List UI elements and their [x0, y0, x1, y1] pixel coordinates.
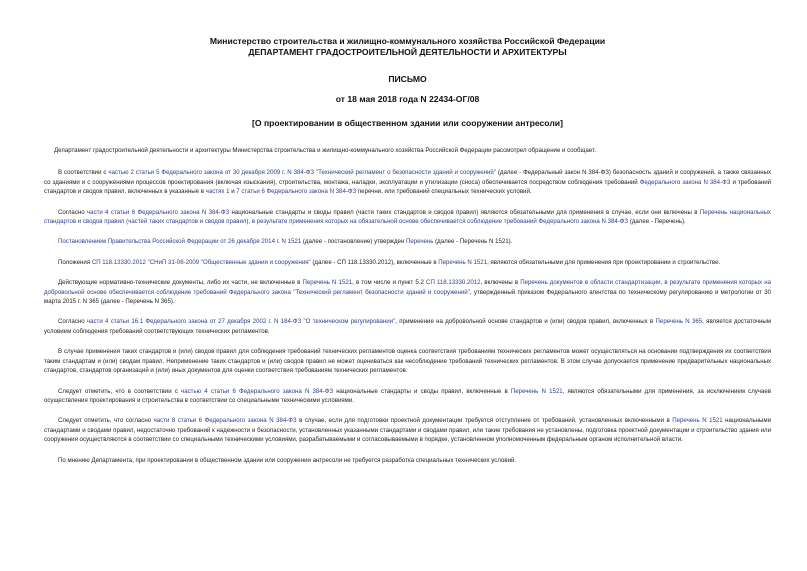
document-type: ПИСЬМО — [388, 74, 427, 84]
link-law-384[interactable]: Федерального закона N 384-ФЗ — [639, 178, 731, 186]
paragraph-11: По мнению Департамента, при проектировании в общественном здании или сооружении антресоли не требуется разработка специальных технических условий. — [58, 456, 517, 464]
document-body — [44, 146, 771, 465]
link-list-1521[interactable]: Перечень N 1521 — [672, 417, 723, 425]
paragraph-6: Действующие нормативно-технические документы, либо их части, не включенные в Перечень N 1521, в том числе и пункт 5.2 СП 118.13330.2012, включены в Перечень документов в области стандартизации, в результате применения которых на добровольной основе обеспечивается соблюдение требований Федерального закона "Технический регламент безопасности зданий и сооружений", утвержденный приказом Федерального агентства по техническому регулированию и метрологии от 30 марта 2015 г. N 365 (далее - Перечень N 365). — [44, 279, 771, 306]
paragraph-8: В случае применения таких стандартов и (или) сводов правил для соблюдения требований технических регламентов оценка соответствия требованиям технических регламентов может осуществляться на основании подтверждения их соответствия таким стандартам и (или) сводам правил. Неприменение таких стандартов и (или) сводов правил не может оцениваться как несоблюдение требований технических регламентов. В этом случае допускается применение предварительных национальных стандартов, стандартов организаций и (или) иных документов для оценки соответствия требованиям технических регламентов. — [44, 348, 771, 375]
link-art6-part8[interactable]: части 8 статьи 6 Федерального закона N 384-ФЗ — [153, 417, 297, 425]
link-standards-list[interactable]: Перечень национальных стандартов и сводов правил (частей таких стандартов и сводов правил), в результате применения которых на обязательной основе обеспечивается соблюдение требований Федерального закона N 384-ФЗ — [44, 208, 771, 226]
link-parts-1[interactable]: частях 1 — [205, 188, 230, 196]
paragraph-9: Следует отметить, что в соответствии с частью 4 статьи 6 Федерального закона N 384-ФЗ национальные стандарты и своды правил, включенные в Перечень N 1521, являются обязательными для применения, за исключением случаев осуществления проектирования и строительства в соответствии со специальными техническими условиями. — [44, 387, 771, 404]
paragraph-7: Согласно части 4 статьи 16.1 Федерального закона от 27 декабря 2002 г. N 184-ФЗ "О техническом регулировании", применение на добровольной основе стандартов и (или) сводов правил, включенных в Перечень N 365, является достаточным условием соблюдения требований соответствующих технических регламентов. — [44, 318, 771, 335]
paragraph-1: Департамент градостроительной деятельности и архитектуры Министерства строительства и жилищно-коммунального хозяйства Российской Федерации рассмотрел обращение и сообщает. — [54, 147, 596, 154]
department-name: ДЕПАРТАМЕНТ ГРАДОСТРОИТЕЛЬНОЙ ДЕЯТЕЛЬНОСТИ И АРХИТЕКТУРЫ — [248, 47, 567, 57]
document-header — [44, 36, 771, 58]
link-list[interactable]: Перечень — [405, 238, 434, 246]
link-art6-part4[interactable]: частью 4 статьи 6 Федерального закона N 384-ФЗ — [181, 387, 334, 395]
paragraph-5: Положения СП 118.13330.2012 "СНиП 31-06-2009 "Общественные здания и сооружения" (далее - СП 118.13330.2012), включенные в Перечень N 1521, являются обязательными для применения при проектировании и строительстве. — [58, 258, 721, 266]
link-sp-118[interactable]: СП 118.13330.2012 — [426, 279, 481, 287]
document-subject: [О проектировании в общественном здании или сооружении антресоли] — [252, 118, 563, 128]
link-law-384-art5[interactable]: частью 2 статьи 5 Федерального закона от 30 декабря 2009 г. N 384-ФЗ "Технический регламент о безопасности зданий и сооружений" — [108, 169, 496, 177]
link-resolution-1521[interactable]: Постановлением Правительства Российской Федерации от 26 декабря 2014 г. N 1521 — [58, 238, 302, 246]
document-date-number: от 18 мая 2018 года N 22434-ОГ/08 — [335, 94, 480, 104]
paragraph-10: Следует отметить, что согласно части 8 статьи 6 Федерального закона N 384-ФЗ в случае, если для подготовки проектной документации требуется отступление от требований, установленных включенными в Перечень N 1521 национальными стандартами и сводами правил, недостаточно требований к надежности и безопасности, установленных указанными стандартами и сводами правил, или такие требования не установлены, подготовка проектной документации и строительство здания или сооружения осуществляются в соответствии со специальными техническими условиями, разрабатываемыми и согласовываемыми в порядке, установленном уполномоченным федеральным органом исполнительной власти. — [44, 417, 772, 444]
link-list-1521[interactable]: Перечень N 1521 — [510, 387, 563, 395]
paragraph-4: Постановлением Правительства Российской Федерации от 26 декабря 2014 г. N 1521 (далее - постановление) утвержден Перечень (далее - Перечень N 1521). — [58, 238, 513, 246]
link-list-1521[interactable]: Перечень N 1521 — [302, 279, 353, 287]
paragraph-2: В соответствии с частью 2 статьи 5 Федерального закона от 30 декабря 2009 г. N 384-ФЗ "Технический регламент о безопасности зданий и сооружений" (далее - Федеральный закон N 384-ФЗ) безопасность зданий и сооружений, а также связанных со зданиями и с сооружениями процессов проектирования (включая изыскания), строительства, монтажа, наладки, эксплуатации и утилизации (сноса) обеспечивается посредством соблюдения требований Федерального закона N 384-ФЗ и требований стандартов и сводов правил, включенных в указанные в частях 1 и 7 статьи 6 Федерального закона N 384-ФЗ перечни, или требований специальных технических условий. — [44, 169, 772, 196]
link-law-184[interactable]: части 4 статьи 16.1 Федерального закона от 27 декабря 2002 г. N 184-ФЗ "О техническом регулировании" — [86, 318, 396, 326]
link-voluntary-standards-list[interactable]: Перечень документов в области стандартизации, в результате применения которых на добровольной основе обеспечивается соблюдение требований Федерального закона "Технический регламент безопасности зданий и сооружений" — [44, 279, 771, 296]
link-list-1521[interactable]: Перечень N 1521 — [438, 258, 488, 266]
link-list-365[interactable]: Перечень N 365 — [655, 318, 703, 326]
link-sp-118[interactable]: СП 118.13330.2012 "СНиП 31-06-2009 "Общественные здания и сооружения" — [91, 258, 311, 266]
ministry-name: Министерство строительства и жилищно-коммунального хозяйства Российской Федерации — [209, 36, 606, 46]
link-art6-part7[interactable]: 7 статьи 6 Федерального закона N 384-ФЗ — [236, 188, 357, 196]
link-art6-part4[interactable]: части 4 статьи 6 Федерального закона N 384-ФЗ — [87, 208, 230, 216]
paragraph-3: Согласно части 4 статьи 6 Федерального закона N 384-ФЗ национальные стандарты и своды правил (части таких стандартов и сводов правил) являются обязательными для применения в случае, если они включены в Перечень национальных стандартов и сводов правил (частей таких стандартов и сводов правил), в результате применения которых на обязательной основе обеспечивается соблюдение требований Федерального закона N 384-ФЗ (далее - Перечень). — [44, 208, 771, 226]
